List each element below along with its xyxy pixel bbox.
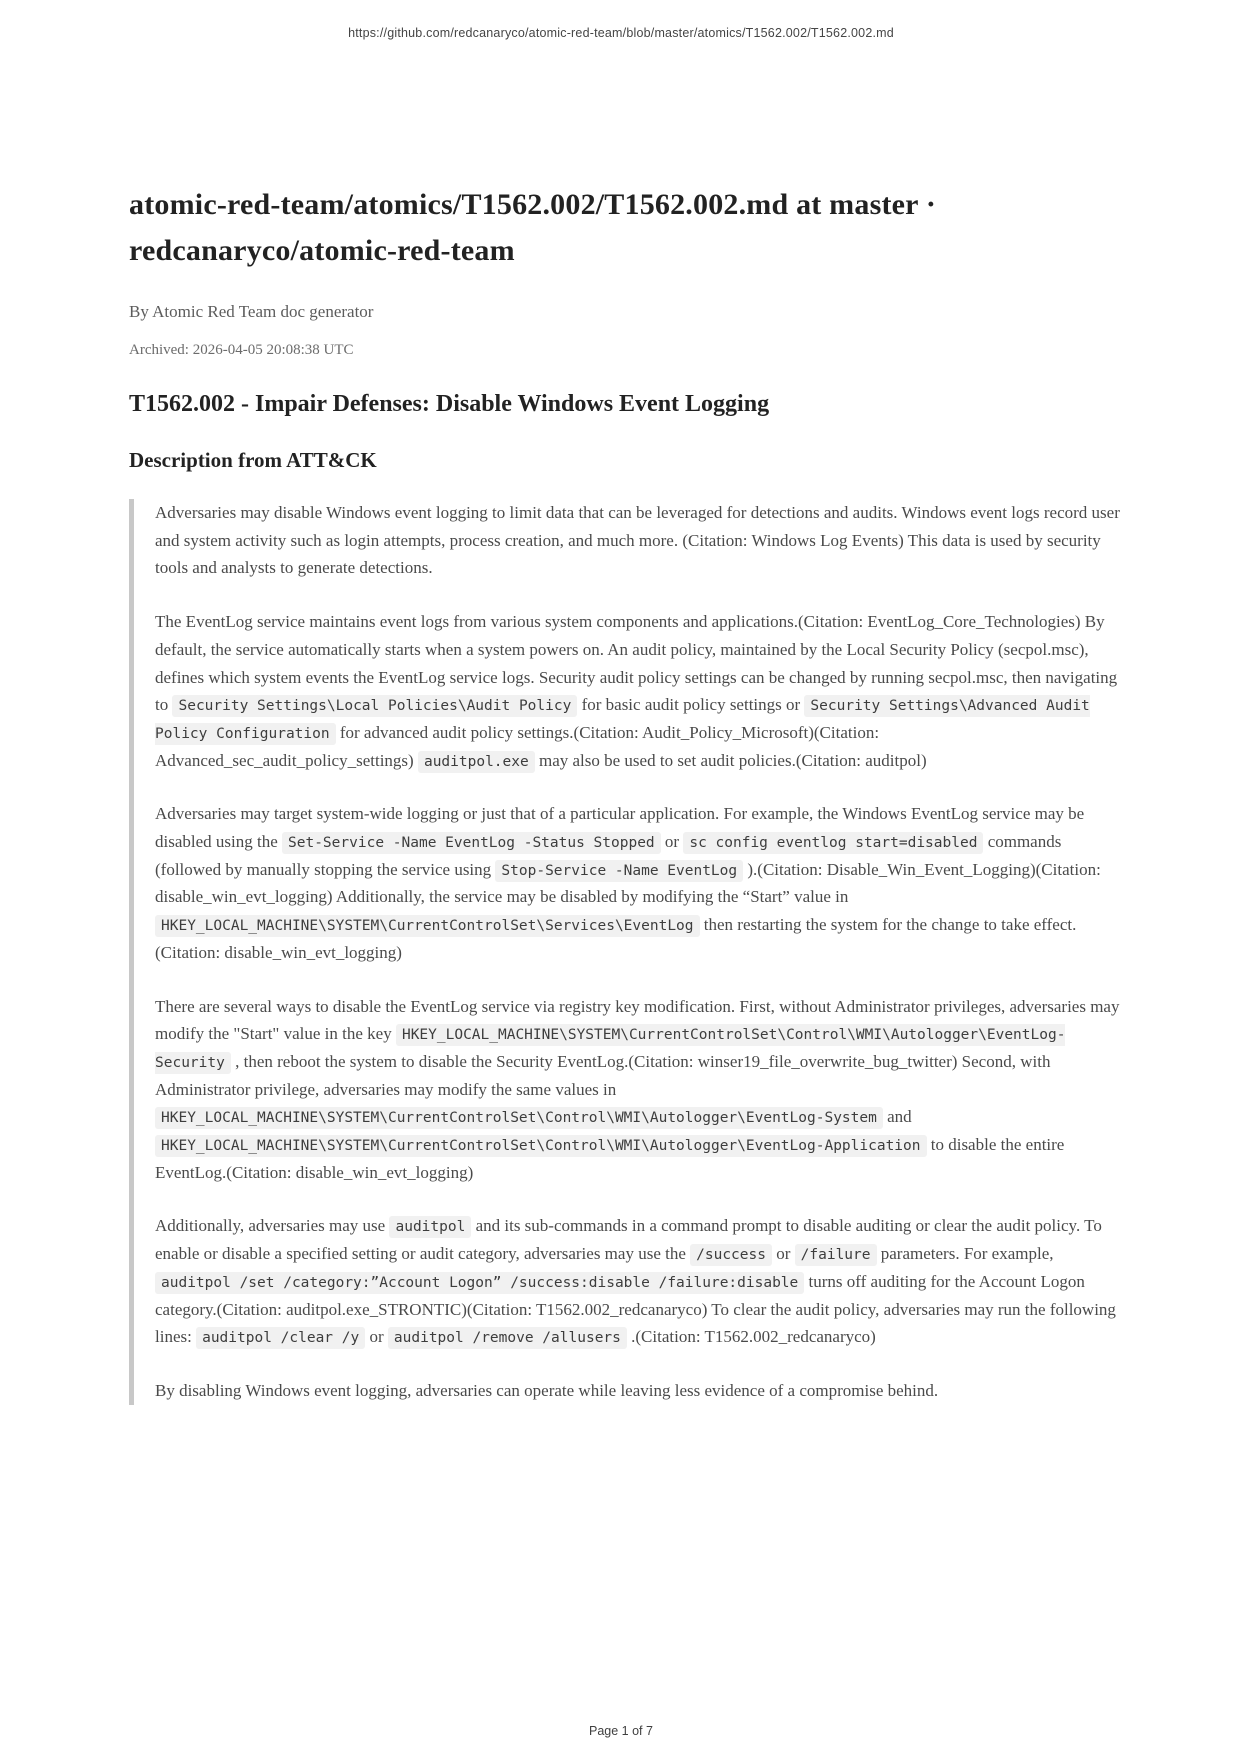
attack-description-blockquote (129, 499, 1120, 1405)
inline-code: Security Settings\Advanced Audit Policy Configuration (155, 695, 1090, 745)
inline-code: auditpol (389, 1216, 471, 1238)
inline-code: auditpol /remove /allusers (388, 1327, 627, 1349)
inline-code: Stop-Service -Name EventLog (495, 860, 743, 882)
inline-code: HKEY_LOCAL_MACHINE\SYSTEM\CurrentControlSet\Services\EventLog (155, 915, 700, 937)
page-title: atomic-red-team/atomics/T1562.002/T1562.002.md at master · redcanaryco/atomic-red-team (129, 188, 937, 267)
inline-code: /success (690, 1244, 772, 1266)
quote-paragraph: The EventLog service maintains event logs from various system components and applications.(Citation: EventLog_Core_Technologies) By default, the service automatically starts when a system powers on. An audit policy, maintained by the Local Security Policy (secpol.msc), defines which system events the EventLog service logs. Security audit policy settings can be changed by running secpol.msc, then navigating to Security Settings\Local Policies\Audit Policy for basic audit policy settings or Security Settings\Advanced Audit Policy Configuration for advanced audit policy settings.(Citation: Audit_Policy_Microsoft)(Citation: Advanced_sec_audit_policy_settings) auditpol.exe may also be used to set audit policies.(Citation: auditpol) (155, 608, 1120, 774)
archived-timestamp: Archived: 2026-04-05 20:08:38 UTC (129, 342, 354, 358)
inline-code: auditpol /set /category:”Account Logon” /success:disable /failure:disable (155, 1272, 804, 1294)
inline-code: /failure (795, 1244, 877, 1266)
inline-code: Security Settings\Local Policies\Audit Policy (172, 695, 577, 717)
page-number: Page 1 of 7 (589, 1724, 653, 1738)
quote-paragraph: Additionally, adversaries may use auditpol and its sub-commands in a command prompt to disable auditing or clear the audit policy. To enable or disable a specified setting or audit category, adversaries may use the /success or /failure parameters. For example, auditpol /set /category:”Account Logon” /success:disable /failure:disable turns off auditing for the Account Logon category.(Citation: auditpol.exe_STRONTIC)(Citation: T1562.002_redcanaryco) To clear the audit policy, adversaries may run the following lines: auditpol /clear /y or auditpol /remove /allusers .(Citation: T1562.002_redcanaryco) (155, 1212, 1120, 1351)
inline-code: HKEY_LOCAL_MACHINE\SYSTEM\CurrentControlSet\Control\WMI\Autologger\EventLog-Security (155, 1024, 1065, 1074)
inline-code: HKEY_LOCAL_MACHINE\SYSTEM\CurrentControlSet\Control\WMI\Autologger\EventLog-Application (155, 1135, 927, 1157)
technique-heading: T1562.002 - Impair Defenses: Disable Windows Event Logging (129, 391, 770, 417)
quote-paragraph: By disabling Windows event logging, adversaries can operate while leaving less evidence of a compromise behind. (155, 1380, 939, 1400)
inline-code: auditpol /clear /y (196, 1327, 365, 1349)
byline: By Atomic Red Team doc generator (129, 302, 374, 321)
quote-paragraph: Adversaries may disable Windows event logging to limit data that can be leveraged for detections and audits. Windows event logs record user and system activity such as login attempts, process creation, and much more. (Citation: Windows Log Events) This data is used by security tools and analysts to generate detections. (155, 503, 1120, 578)
quote-paragraph: There are several ways to disable the EventLog service via registry key modification. First, without Administrator privileges, adversaries may modify the "Start" value in the key HKEY_LOCAL_MACHINE\SYSTEM\CurrentControlSet\Control\WMI\Autologger\EventLog-Security , then reboot the system to disable the Security EventLog.(Citation: winser19_file_overwrite_bug_twitter) Second, with Administrator privilege, adversaries may modify the same values in HKEY_LOCAL_MACHINE\SYSTEM\CurrentControlSet\Control\WMI\Autologger\EventLog-System and HKEY_LOCAL_MACHINE\SYSTEM\CurrentControlSet\Control\WMI\Autologger\EventLog-Application to disable the entire EventLog.(Citation: disable_win_evt_logging) (155, 996, 1120, 1182)
document-page (0, 182, 1242, 1525)
quote-paragraph: Adversaries may target system-wide logging or just that of a particular application. For example, the Windows EventLog service may be disabled using the Set-Service -Name EventLog -Status Stopped or sc config eventlog start=disabled commands (followed by manually stopping the service using Stop-Service -Name EventLog ).(Citation: Disable_Win_Event_Logging)(Citation: disable_win_evt_logging) Additionally, the service may be disabled by modifying the “Start” value in HKEY_LOCAL_MACHINE\SYSTEM\CurrentControlSet\Services\EventLog then restarting the system for the change to take effect.(Citation: disable_win_evt_logging) (155, 804, 1101, 962)
inline-code: sc config eventlog start=disabled (683, 832, 983, 854)
print-header-url: https://github.com/redcanaryco/atomic-red-team/blob/master/atomics/T1562.002/T1562.002.md (348, 26, 894, 40)
description-heading: Description from ATT&CK (129, 448, 377, 472)
inline-code: Set-Service -Name EventLog -Status Stopped (282, 832, 661, 854)
inline-code: auditpol.exe (418, 751, 535, 773)
inline-code: HKEY_LOCAL_MACHINE\SYSTEM\CurrentControlSet\Control\WMI\Autologger\EventLog-System (155, 1107, 883, 1129)
